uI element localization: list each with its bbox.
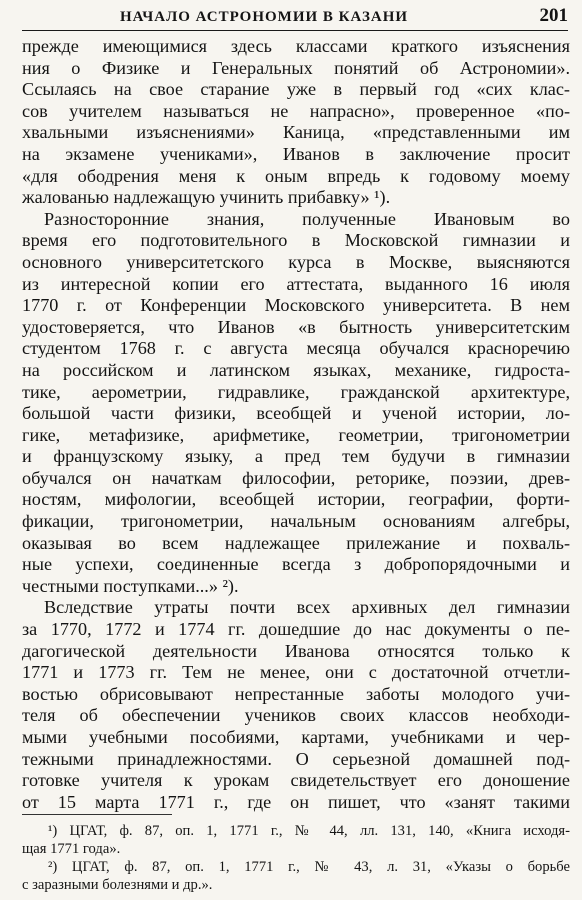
running-title: НАЧАЛО АСТРОНОМИИ В КАЗАНИ [120, 9, 409, 25]
text-line: удостоверяется, что Иванов «в бытность университетским [22, 316, 570, 337]
text-line: жалованью надлежащую учинить прибавку» ¹). [22, 187, 391, 208]
text-line: гике, метафизике, арифметике, геометрии, тригонометрии [22, 424, 570, 445]
page-number: 201 [539, 5, 568, 26]
footnote-line: щая 1771 года». [22, 841, 121, 857]
text-line: за 1770, 1772 и 1774 гг. дошедшие до нас документы о пе- [22, 619, 570, 640]
text-line: тежными принадлежностями. О серьезной домашней под- [22, 748, 570, 769]
body-text [22, 36, 570, 813]
text-line: 1771 и 1773 гг. Тем не менее, они с достаточной отчетли- [22, 662, 570, 683]
footnotes [22, 822, 570, 894]
text-line: хвальными изъяснениями» Каница, «представленными им [22, 122, 570, 143]
text-line: теля об обеспечении учеников своих классов необходи- [22, 705, 570, 726]
text-line: прежде имеющимися здесь классами краткого изъяснения [22, 36, 570, 56]
text-line: дагогической деятельности Иванова относятся только к [22, 640, 570, 661]
text-line: время его подготовительного в Московской гимназии и [22, 230, 570, 251]
footnote-divider [22, 814, 172, 815]
text-line: обучался он начаткам философии, реторике, поэзии, древ- [22, 467, 570, 488]
text-line: мыми учебными пособиями, картами, учебниками и чер- [22, 727, 570, 747]
running-head [22, 5, 568, 31]
text-line: ные успехи, соединенные всегда з добропорядочными и [22, 554, 570, 575]
text-line: сов учителем называться не напрасно», проверенное «по- [22, 100, 570, 121]
text-line: честными поступками...» ²). [22, 575, 239, 596]
text-line: тике, аерометрии, гидравлике, гражданской архитектуре, [22, 381, 570, 402]
text-line: от 15 марта 1771 г., где он пишет, что «занят такими [22, 791, 570, 812]
footnote-line: с заразными болезнями и др.». [22, 877, 213, 893]
text-line: «для ободрения меня к оным впредь к годовому моему [22, 165, 570, 186]
text-line: из интересной копии его аттестата, выданного 16 июля [22, 273, 570, 294]
footnote-line: ¹) ЦГАТ, ф. 87, оп. 1, 1771 г., № 44, лл. 131, 140, «Книга исходя- [48, 823, 570, 839]
text-line: студентом 1768 г. с августа месяца обучался красноречию [22, 338, 570, 359]
text-line: и французскому языку, а пред тем будучи в гимназии [22, 446, 570, 467]
paragraph-start: Разносторонние знания, полученные Ивановым во [44, 208, 570, 229]
text-line: фикации, тригонометрии, начальным основаниям алгебры, [22, 511, 570, 532]
text-line: ностям, мифологии, всеобщей истории, географии, форти- [22, 489, 570, 510]
footnote-line: ²) ЦГАТ, ф. 87, оп. 1, 1771 г., № 43, л. 31, «Указы о борьбе [48, 859, 570, 875]
text-line: Ссылаясь на свое старание уже в первый год «сих клас- [22, 79, 570, 100]
text-line: ния о Физике и Генеральных понятий об Астрономии». [22, 57, 570, 78]
text-line: большой части физики, всеобщей и ученой истории, ло- [22, 403, 570, 424]
text-line: на экзамене учениками», Иванов в заключение просит [22, 143, 570, 164]
text-line: основного университетского курса в Москве, выясняются [22, 251, 570, 272]
text-line: востью обрисовывают непрестанные заботы молодого учи- [22, 683, 570, 704]
text-line: 1770 г. от Конференции Московского университета. В нем [22, 295, 570, 316]
text-line: оказывая во всем надлежащее прилежание и похваль- [22, 532, 570, 553]
paragraph-start: Вследствие утраты почти всех архивных дел гимназии [44, 597, 570, 618]
text-line: на российском и латинском языках, механике, гидроста- [22, 359, 570, 380]
text-line: готовке учителя к урокам свидетельствует его доношение [22, 770, 570, 791]
